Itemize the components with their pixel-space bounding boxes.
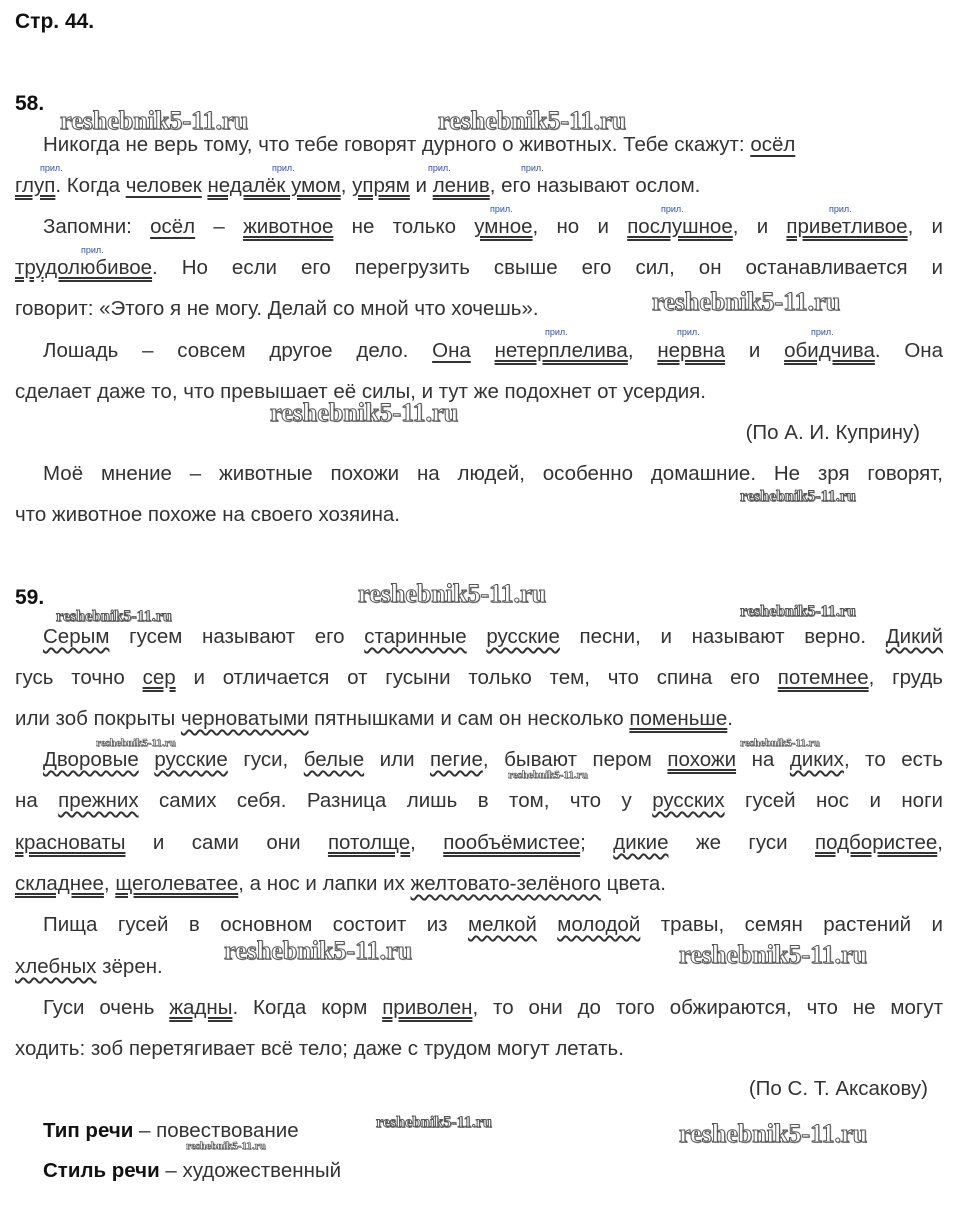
marked-word: недалёк умом [207, 174, 341, 197]
watermark: reshebnik5-11.ru [270, 398, 459, 427]
text-run: Запомни: [43, 215, 151, 238]
marked-word: желтовато-зелёного [410, 872, 601, 895]
text-run: на [736, 748, 790, 771]
text-run: же гуси [668, 831, 816, 854]
watermark: reshebnik5-11.ru [652, 287, 841, 316]
marked-word: животное [243, 215, 334, 238]
watermark: reshebnik5-11.ru [679, 1119, 868, 1148]
text-run: самих себя. Разница лишь в том, что у [138, 789, 653, 812]
marked-word: хлебных [15, 955, 97, 978]
watermark: reshebnik5-11.ru [358, 579, 547, 608]
pos-tag: прил. [677, 327, 700, 337]
marked-word: красноваты [15, 831, 126, 854]
t59-line-6 [15, 831, 943, 855]
page-header: Стр. 44. [15, 10, 95, 33]
marked-word: сер [142, 666, 176, 689]
marked-word: нетерплелива [494, 339, 628, 362]
watermark: reshebnik5-11.ru [679, 940, 868, 969]
text-run: зёрен. [96, 955, 163, 978]
text-run: и отличается от гусыни только тем, что спина его [175, 666, 778, 689]
marked-word: поменьше [629, 707, 728, 730]
speech-style-label: Стиль речи [43, 1159, 160, 1182]
text-run: , то они до того обжираются, что не могут [472, 996, 943, 1019]
text-run: гуси, [227, 748, 304, 771]
text-run: и [409, 174, 433, 197]
marked-word: ленив [432, 174, 490, 197]
pos-tag: прил. [40, 163, 63, 173]
marked-word: щеголеватее [115, 872, 239, 895]
text-run: или [364, 748, 431, 771]
speech-type-label: Тип речи [43, 1119, 134, 1142]
text-run: на [15, 789, 59, 812]
marked-word: диких [789, 748, 844, 771]
watermark: reshebnik5-11.ru [60, 106, 249, 135]
pos-tag: прил. [829, 204, 852, 214]
marked-word: старинные [364, 625, 467, 648]
text-run: пятнышками и сам он несколько [308, 707, 630, 730]
text-run: . Но если его перегрузить свыше его сил, он останавливается и [152, 256, 943, 279]
text-run: , то есть [843, 748, 943, 771]
marked-word: мелкой [468, 913, 537, 936]
t59-line-7 [15, 872, 943, 896]
marked-word: Серым [43, 625, 110, 648]
marked-word: пообъёмистее [443, 831, 581, 854]
marked-word: подбористее [815, 831, 938, 854]
text-run: говорит: «Этого я не могу. Делай со мной что хочешь». [15, 297, 539, 320]
text-run: , и [907, 215, 943, 238]
text-run: , [627, 339, 658, 362]
pos-tag: прил. [521, 163, 544, 173]
marked-word: приволен [382, 996, 473, 1019]
marked-word: осёл [150, 215, 196, 238]
marked-word: потолще [327, 831, 411, 854]
text-run [467, 625, 487, 648]
marked-word: Дворовые [43, 748, 139, 771]
marked-word: русские [154, 748, 228, 771]
watermark: reshebnik5-11.ru [224, 936, 413, 965]
text-run: . Она [874, 339, 943, 362]
t59-source: (По С. Т. Аксакову) [748, 1077, 928, 1100]
task-59-number: 59. [15, 586, 45, 609]
marked-word: умное [474, 215, 533, 238]
watermark: reshebnik5-11.ru [740, 488, 856, 505]
text-run: ; [580, 831, 614, 854]
text-run: Никогда не верь тому, что тебе говорят дурного о животных. Тебе скажут: [43, 133, 751, 156]
marked-word: обидчива [784, 339, 875, 362]
marked-word: Дикий [885, 625, 944, 648]
text-run: или зоб покрыты [15, 707, 181, 730]
marked-word: нервна [657, 339, 726, 362]
text-run: цвета. [600, 872, 666, 895]
watermark: reshebnik5-11.ru [96, 737, 176, 749]
marked-word: русских [652, 789, 725, 812]
text-run: Пища гусей в основном состоит из [43, 913, 469, 936]
speech-type-value: – повествование [133, 1119, 299, 1142]
marked-word: осёл [750, 133, 796, 156]
text-run: , его называют ослом. [489, 174, 701, 197]
marked-word: белые [303, 748, 365, 771]
watermark: reshebnik5-11.ru [438, 106, 627, 135]
t59-line-4 [43, 748, 943, 772]
text-run: гусем называют его [109, 625, 365, 648]
watermark: reshebnik5-11.ru [740, 737, 820, 749]
text-run: , бывают пером [482, 748, 668, 771]
text-run [139, 748, 155, 771]
text-run: , и [732, 215, 787, 238]
watermark: reshebnik5-11.ru [508, 769, 588, 781]
text-run: . Когда корм [232, 996, 383, 1019]
t59-line-3 [15, 707, 943, 731]
marked-word: похожи [667, 748, 737, 771]
text-run: и [725, 339, 785, 362]
text-run: сделает даже то, что превышает её силы, и тут же подохнет от усердия. [15, 380, 706, 403]
marked-word: приветливое [786, 215, 908, 238]
text-run [471, 339, 495, 362]
watermark: reshebnik5-11.ru [186, 1140, 266, 1152]
text-run: песни, и называют верно. [559, 625, 886, 648]
pos-tag: прил. [490, 204, 513, 214]
t58-line-3 [43, 215, 943, 239]
marked-word: упрям [352, 174, 410, 197]
speech-style-value: – художественный [159, 1159, 342, 1182]
t59-line-2 [15, 666, 943, 690]
marked-word: глуп [15, 174, 56, 197]
pos-tag: прил. [428, 163, 451, 173]
watermark: reshebnik5-11.ru [56, 608, 172, 625]
task-58-number: 58. [15, 92, 45, 115]
t58-source: (По А. И. Куприну) [745, 421, 920, 444]
text-run: . Когда [55, 174, 126, 197]
watermark: reshebnik5-11.ru [376, 1114, 492, 1131]
marked-word: дикие [613, 831, 669, 854]
text-run: ходить: зоб перетягивает всё тело; даже с трудом могут летать. [15, 1037, 624, 1060]
t58-line-4 [15, 256, 943, 280]
text-run: . [727, 707, 733, 730]
marked-word: потемнее [777, 666, 869, 689]
text-run: гусей нос и ноги [724, 789, 944, 812]
t58-opinion-2: что животное похоже на своего хозяина. [15, 503, 401, 526]
marked-word: пегие [430, 748, 483, 771]
marked-word: трудолюбивое [15, 256, 153, 279]
text-run: – [195, 215, 244, 238]
marked-word: жадны [169, 996, 233, 1019]
text-run: , а нос и лапки их [238, 872, 411, 895]
marked-word: прежних [58, 789, 139, 812]
speech-style [43, 1159, 341, 1183]
marked-word: русские [486, 625, 560, 648]
text-run: , [937, 831, 943, 854]
t59-line-11 [15, 1037, 943, 1061]
pos-tag: прил. [811, 327, 834, 337]
text-run: , грудь [868, 666, 943, 689]
text-run [537, 913, 557, 936]
watermark: reshebnik5-11.ru [740, 603, 856, 620]
t58-opinion-1: Моё мнение – животные похожи на людей, особенно домашние. Не зря говорят, [43, 462, 943, 485]
text-run: не только [333, 215, 475, 238]
t59-line-8 [43, 913, 943, 937]
text-run: Лошадь – совсем другое дело. [43, 339, 433, 362]
text-run: травы, семян растений и [640, 913, 943, 936]
pos-tag: прил. [81, 245, 104, 255]
t58-line-2 [15, 174, 943, 198]
t58-line-7 [15, 380, 943, 404]
t58-line-6 [43, 339, 943, 363]
text-run: , [103, 872, 116, 895]
marked-word: черноватыми [181, 707, 309, 730]
marked-word: послушное [627, 215, 733, 238]
t58-line-1 [43, 133, 943, 157]
t59-line-1 [43, 625, 943, 649]
marked-word: складнее [15, 872, 104, 895]
text-run: , [340, 174, 353, 197]
text-run: , [410, 831, 444, 854]
text-run: и сами они [125, 831, 328, 854]
text-run: гусь точно [15, 666, 143, 689]
marked-word: человек [125, 174, 202, 197]
pos-tag: прил. [545, 327, 568, 337]
pos-tag: прил. [661, 204, 684, 214]
marked-word: Она [432, 339, 471, 362]
text-run: , но и [532, 215, 628, 238]
t59-line-5 [15, 789, 943, 813]
t59-line-10 [43, 996, 943, 1020]
marked-word: молодой [557, 913, 641, 936]
text-run: Гуси очень [43, 996, 170, 1019]
pos-tag: прил. [272, 163, 295, 173]
